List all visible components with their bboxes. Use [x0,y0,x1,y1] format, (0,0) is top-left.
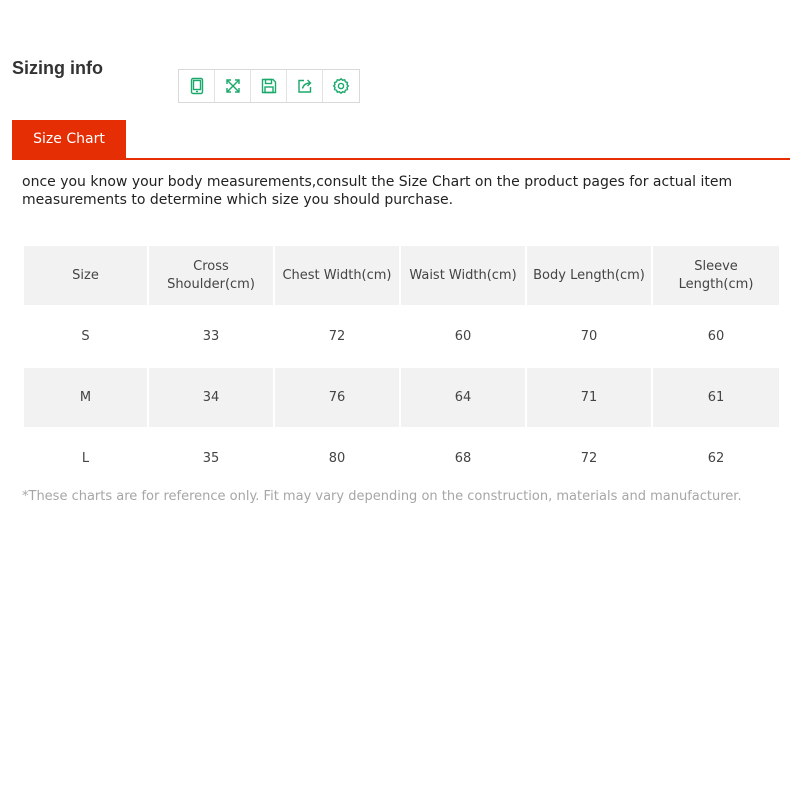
table-cell: 76 [275,368,399,427]
disclaimer-note: *These charts are for reference only. Fit may vary depending on the construction, materials and manufacturer. [22,489,742,504]
header-chest-width: Chest Width(cm) [275,246,399,305]
tablet-icon [188,77,206,95]
header-waist-width: Waist Width(cm) [401,246,525,305]
settings-button[interactable] [323,70,359,102]
table-header-row [24,246,779,305]
share-icon [296,77,314,95]
expand-icon [224,77,242,95]
table-cell: M [24,368,147,427]
header-size: Size [24,246,147,305]
expand-button[interactable] [215,70,251,102]
save-button[interactable] [251,70,287,102]
table-row [24,368,779,427]
table-cell: 60 [707,329,725,344]
table-cell: 72 [580,451,598,466]
share-button[interactable] [287,70,323,102]
image-toolbar [178,69,360,103]
table-cell: 71 [527,368,651,427]
header-cross-shoulder [149,246,273,305]
gear-icon [332,77,350,95]
table-cell: 80 [328,451,346,466]
table-cell: 72 [328,329,346,344]
header-cross-shoulder-label: Cross Shoulder(cm) [167,258,255,292]
page-title: Sizing info [12,58,103,78]
table-cell: 61 [653,368,779,427]
table-cell: 70 [580,329,598,344]
save-icon [260,77,278,95]
table-cell: 35 [202,451,220,466]
table-row [24,429,779,488]
table-cell: L [81,451,90,466]
table-cell: 60 [454,329,472,344]
tab-bar [12,120,790,160]
tablet-view-button[interactable] [179,70,215,102]
header-body-length: Body Length(cm) [527,246,651,305]
intro-text: once you know your body measurements,consult the Size Chart on the product pages for actual item measurements to determine which size you should purchase. [22,174,733,208]
table-cell: 33 [202,329,220,344]
table-cell: 34 [149,368,273,427]
table-row [24,307,779,366]
table-cell: S [81,329,90,344]
table-cell: 64 [401,368,525,427]
header-sleeve-length: Sleeve Length(cm) [653,246,779,305]
size-chart-table [22,244,781,490]
tab-size-chart[interactable]: Size Chart [12,120,126,158]
table-cell: 62 [707,451,725,466]
table-cell: 68 [454,451,472,466]
